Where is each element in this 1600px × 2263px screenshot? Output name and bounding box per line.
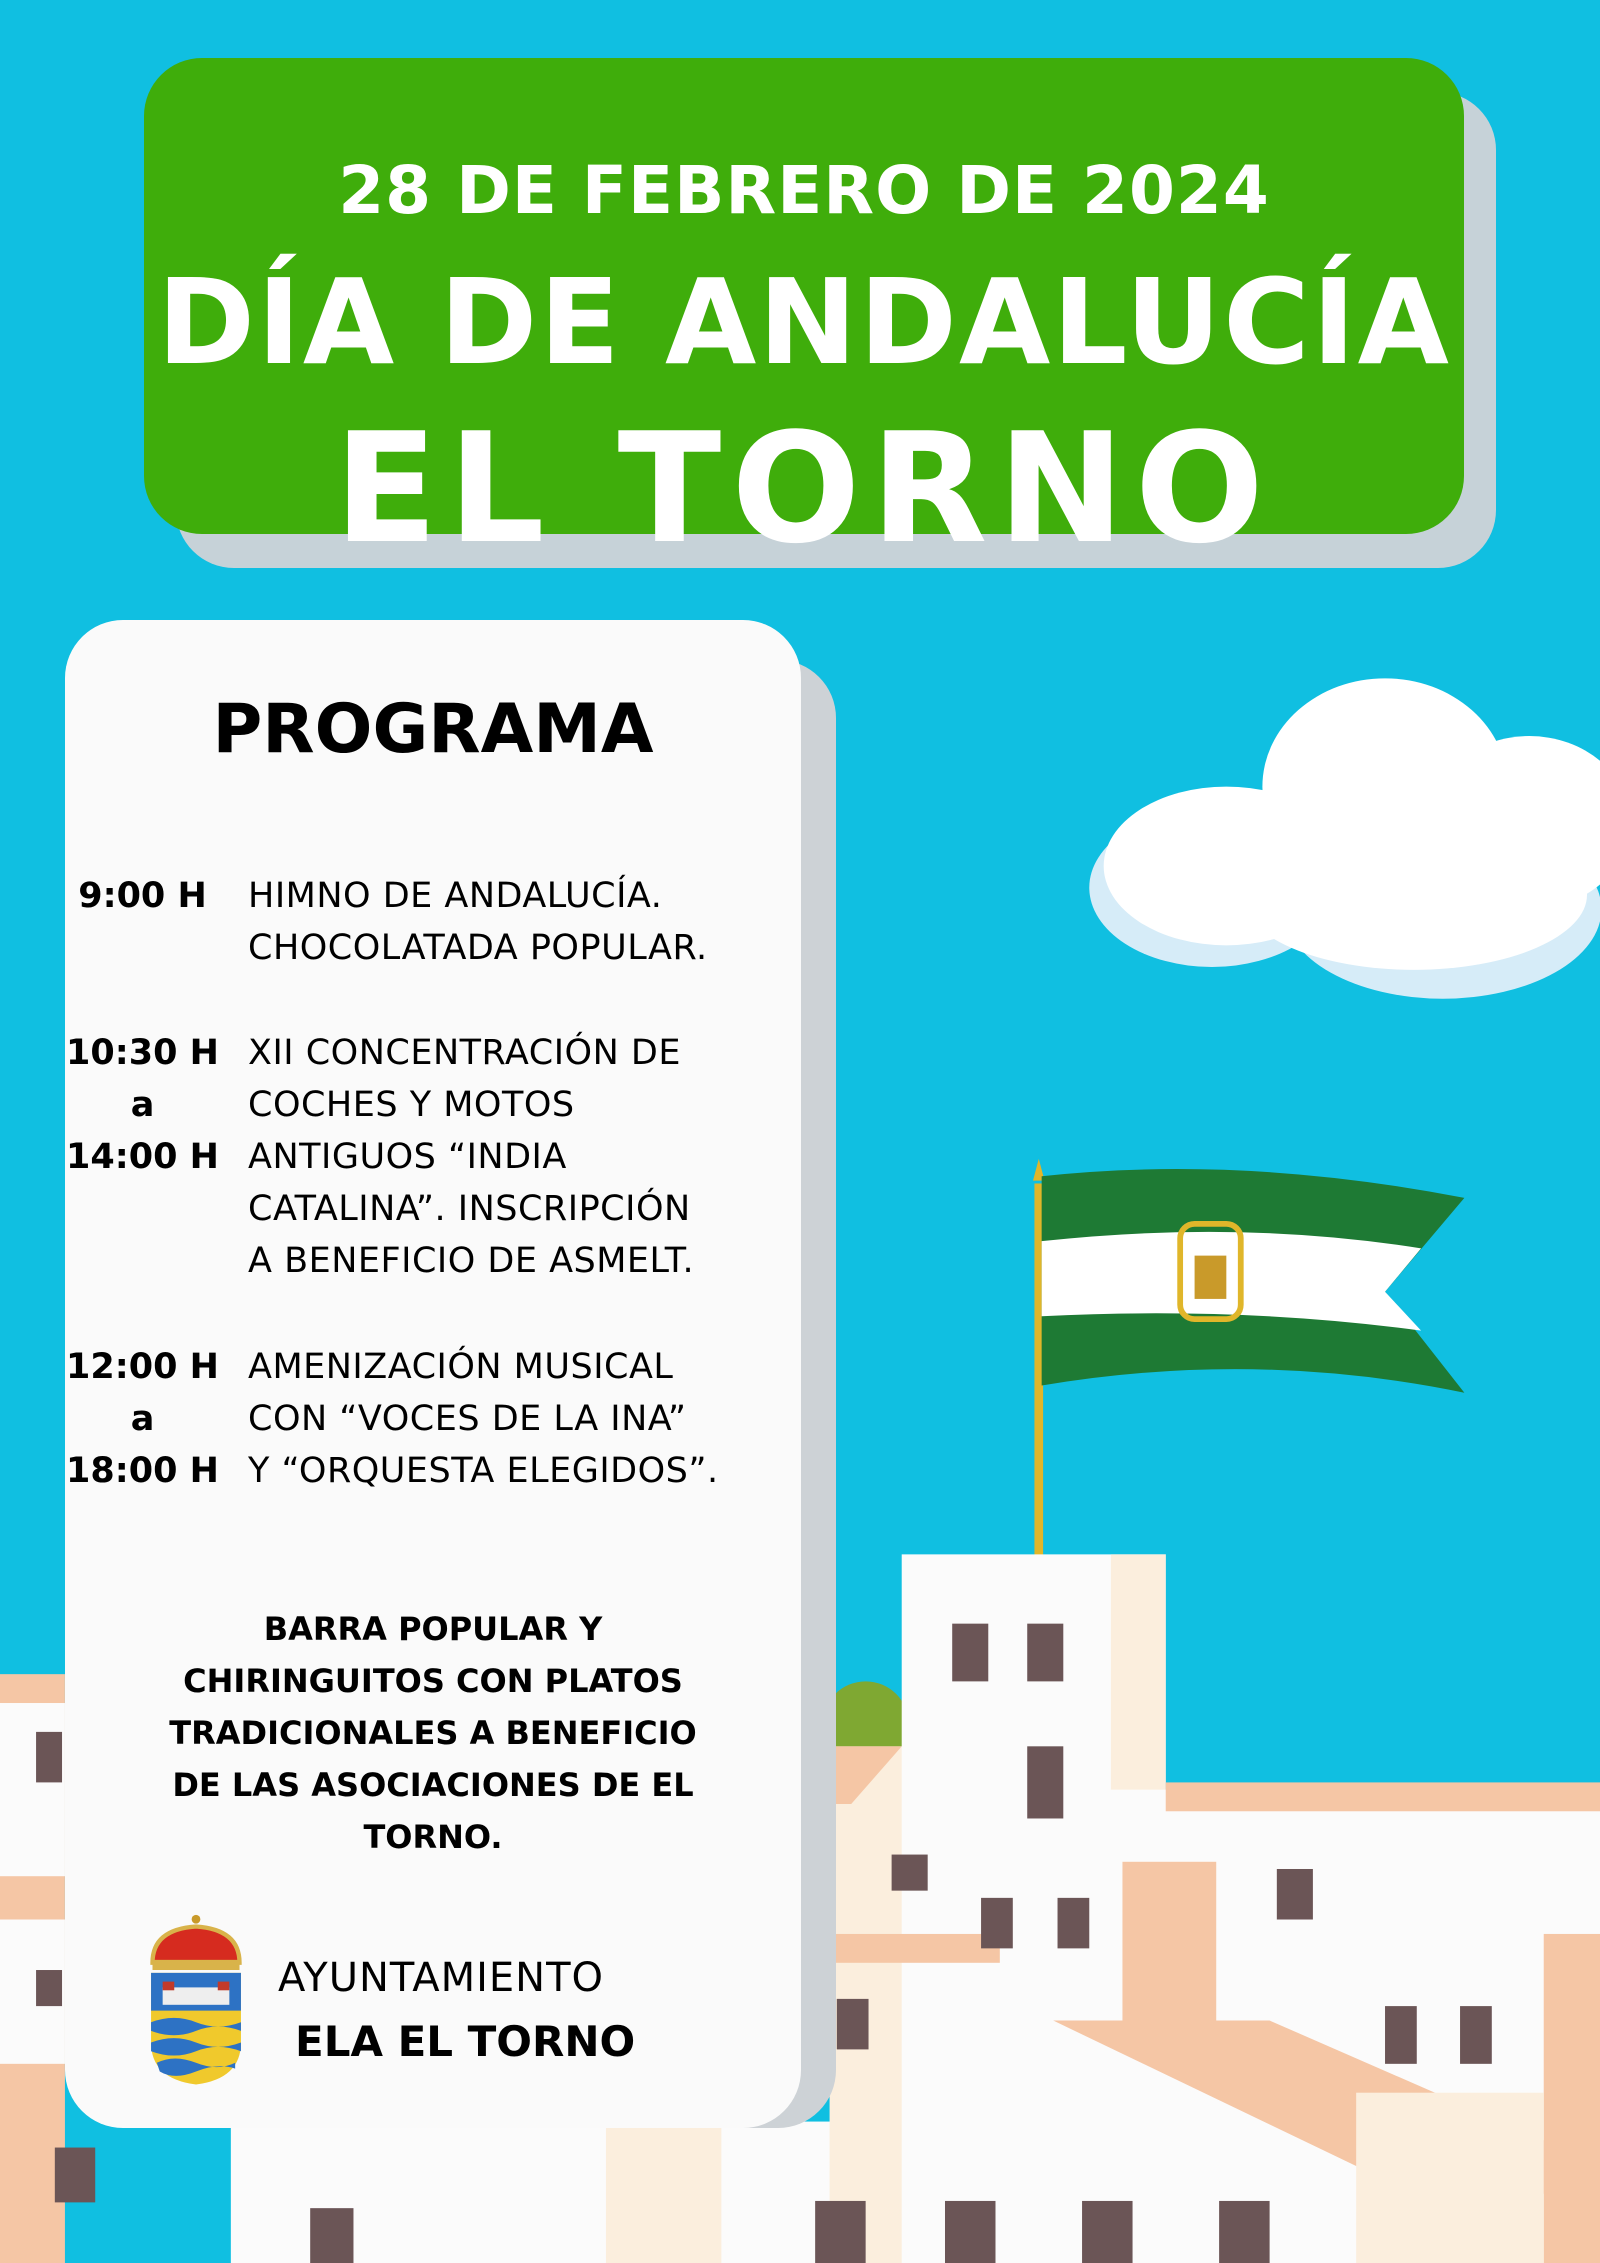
schedule-text: ANTIGUOS “INDIA: [248, 1137, 567, 1177]
schedule-time: 9:00 H: [78, 876, 207, 916]
program-title: PROGRAMA: [212, 690, 654, 769]
coat-of-arms-logo: [144, 1912, 248, 2086]
note-line: DE LAS ASOCIACIONES DE EL: [172, 1766, 694, 1804]
schedule-item: [0, 870, 800, 974]
schedule-text: CON “VOCES DE LA INA”: [248, 1399, 687, 1439]
schedule-time: 10:30 H: [66, 1033, 219, 1073]
note-line: TORNO.: [363, 1818, 503, 1856]
schedule-item: [0, 1027, 800, 1287]
schedule-text: AMENIZACIÓN MUSICAL: [248, 1347, 674, 1387]
schedule-text: A BENEFICIO DE ASMELT.: [248, 1241, 695, 1281]
schedule-time: 12:00 H: [66, 1347, 219, 1387]
note-line: CHIRINGUITOS CON PLATOS: [183, 1662, 683, 1700]
event-date: 28 DE FEBRERO DE 2024: [338, 152, 1270, 229]
schedule-time: 18:00 H: [66, 1451, 219, 1491]
schedule-text: XII CONCENTRACIÓN DE: [248, 1033, 681, 1073]
schedule-time: a: [130, 1085, 155, 1125]
note-line: BARRA POPULAR Y: [263, 1610, 603, 1648]
schedule-text: CATALINA”. INSCRIPCIÓN: [248, 1189, 691, 1229]
event-town: EL TORNO: [334, 400, 1274, 577]
food-bar-note: [65, 1603, 801, 1863]
schedule-time: 14:00 H: [66, 1137, 219, 1177]
council-label: AYUNTAMIENTO: [278, 1955, 605, 2001]
event-title: DÍA DE ANDALUCÍA: [157, 253, 1451, 391]
schedule-time: a: [130, 1399, 155, 1439]
schedule-text: CHOCOLATADA POPULAR.: [248, 928, 708, 968]
schedule-item: [0, 1341, 800, 1497]
andalusian-flag: [1033, 1159, 1464, 1559]
title-banner: [144, 58, 1464, 577]
schedule-text: Y “ORQUESTA ELEGIDOS”.: [248, 1451, 719, 1491]
council-name: ELA EL TORNO: [295, 2017, 636, 2066]
schedule-text: COCHES Y MOTOS: [248, 1085, 575, 1125]
note-line: TRADICIONALES A BENEFICIO: [169, 1714, 697, 1752]
schedule-text: HIMNO DE ANDALUCÍA.: [248, 876, 663, 916]
cloud: [1089, 678, 1600, 998]
